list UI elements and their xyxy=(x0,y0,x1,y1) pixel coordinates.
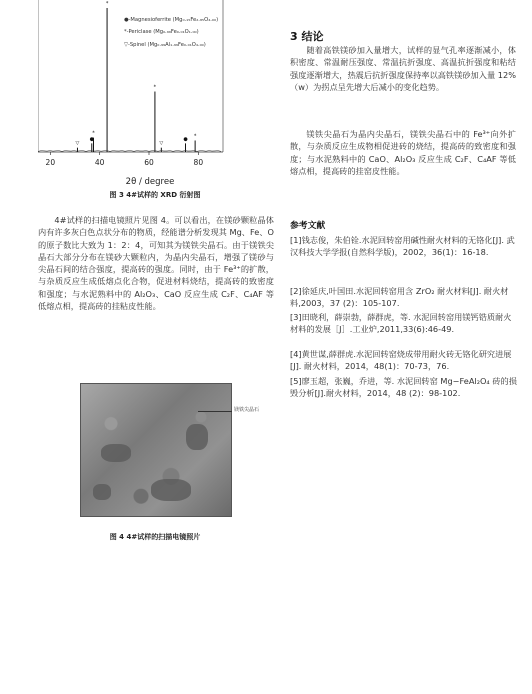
conclusion-paragraph-1: 随着高铁镁砂加入量增大，试样的显气孔率逐渐减小，体积密度、常温耐压强度、常温抗折强度、高温抗折强度和粘结强度逐渐增大，热震后抗折强度保持率以高铁镁砂加入量 12%（w）为拐点呈先增大后减小的变化趋势。 xyxy=(290,45,516,92)
xrd-peak-marker: ▽ xyxy=(75,140,80,147)
legend-entry-spinel: ▽-Spinel (Mg₀.₉₉Al₁.₉₉Fe₀.₀₁O₄.₀₀) xyxy=(124,42,206,48)
references-heading: 参考文献 xyxy=(290,221,326,231)
xrd-peak-marker: * xyxy=(153,84,157,91)
reference-2: [2]徐延庆,叶国田.水泥回转窑用含 ZrO₂ 耐火材料[J]. 耐火材料,2003，37 (2)：105-107. xyxy=(290,286,509,309)
xrd-peak-marker: * xyxy=(92,130,95,137)
xrd-peak-marker: * xyxy=(105,1,109,7)
reference-3: [3]田晓利，薛崇勃，薛群虎，等. 水泥回转窑用镁钙锆质耐火材料的发展［J］.工业炉,2011,33(6):46-49. xyxy=(290,312,512,335)
x-axis-label: 2θ / degree xyxy=(125,177,175,187)
xrd-peak-marker: ● xyxy=(183,136,188,143)
sem-image xyxy=(80,383,232,517)
legend-entry-periclase: *-Periclase (Mg₀.₉₉Fe₀.₀₁O₁.₀₀) xyxy=(124,29,199,35)
x-tick-label: 20 xyxy=(45,158,56,167)
x-tick-label: 40 xyxy=(94,158,105,167)
x-tick-label: 80 xyxy=(193,158,204,167)
sem-label-line xyxy=(198,411,232,412)
reference-4: [4]黄世谋,薛群虎.水泥回转窑烧成带用耐火砖无铬化研究进展[J]. 耐火材料，2014，48(1)：70-73，76. xyxy=(290,349,512,372)
sem-label: 镁铁尖晶石 xyxy=(234,407,260,413)
legend-entry-magnesioferrite: ●-Magnesioferrite (Mg₀.₁₅Fe₂.₈₅O₄.₀₀) xyxy=(124,17,219,23)
xrd-peak-marker: ▽ xyxy=(159,140,164,147)
xrd-legend xyxy=(124,17,218,48)
figure4-caption: 图 4 4#试样的扫描电镜照片 xyxy=(109,533,201,541)
reference-1: [1]钱志俊，朱伯铨.水泥回转窑用碱性耐火材料的无铬化[J]. 武汉科技大学学报(自然科学版)，2002，36(1)：16-18. xyxy=(290,235,515,258)
xrd-chart xyxy=(38,0,276,196)
figure3-caption: 图 3 4#试样的 XRD 衍射图 xyxy=(109,191,201,199)
x-tick-label: 60 xyxy=(144,158,154,167)
xrd-peak-marker: ● xyxy=(89,136,94,143)
xrd-peak-marker: * xyxy=(193,133,197,140)
conclusion-paragraph-2: 镁铁尖晶石为晶内尖晶石，镁铁尖晶石中的 Fe³⁺向外扩散，与杂质反应生成物相促进砖的烧结，提高砖的致密度和强度；与水泥熟料中的 CaO、Al₂O₃ 反应生成 C₂F、C₄AF 等低熔点相，提高砖的挂窑皮性能。 xyxy=(290,129,516,176)
reference-5: [5]廖玉超，张巍，乔进，等. 水泥回转窑 Mg−FeAl₂O₄ 砖的损毁分析[J].耐火材料，2014，48 (2)：98-102. xyxy=(290,376,517,399)
left-paragraph: 4#试样的扫描电镜照片见图 4。可以看出，在镁砂颗粒晶体内有许多灰白色点状分布的物质，经能谱分析发现其 Mg、Fe、O 的原子数比大致为 1：2：4，可知其为镁铁尖晶石。由于镁铁尖晶石大部分分布在镁砂大颗粒内，为晶内尖晶石，增强了镁砂与尖晶石间的结合强度，提高砖的强度。同时，由于 Fe³⁺的扩散，与杂质反应生成低熔点化合物，促进材料烧结，提高砖的致密度和强度；与水泥熟料中的 Al₂O₃、CaO 反应生成 C₂F、C₄AF 等低熔点相，提高砖的挂粘皮性能。 xyxy=(38,215,274,312)
conclusion-heading: 3 结论 xyxy=(290,30,324,43)
